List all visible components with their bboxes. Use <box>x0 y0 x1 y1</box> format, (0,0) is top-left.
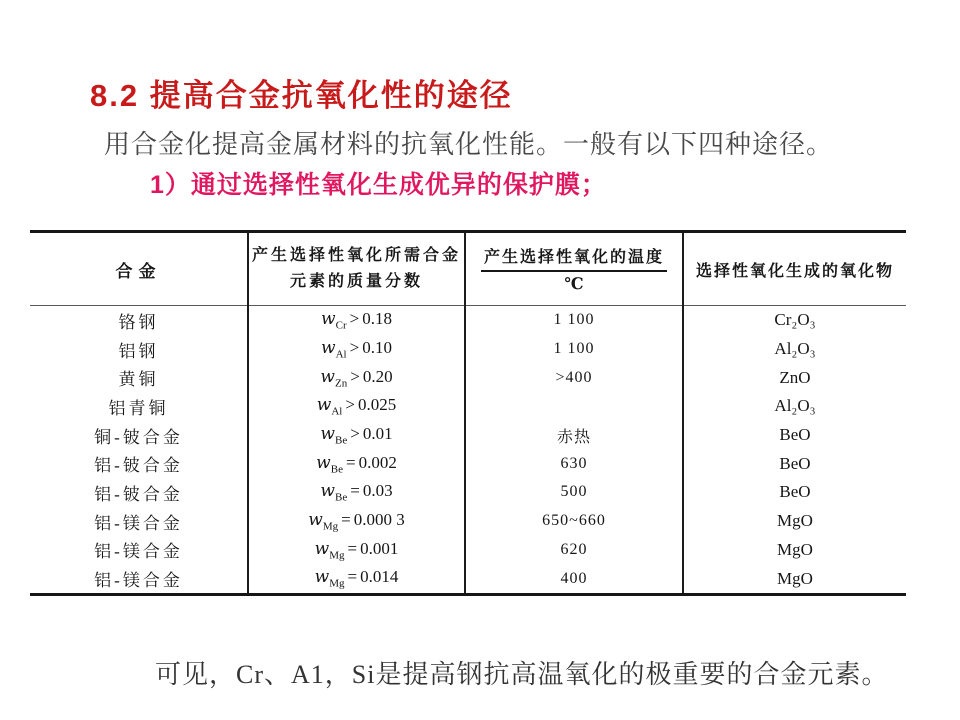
w-subscript: Be <box>334 491 348 504</box>
w-subscript: Mg <box>322 520 339 533</box>
mass-fraction-cell <box>248 363 465 392</box>
temperature-cell: 1 100 <box>465 335 683 364</box>
fraction-value: 0.025 <box>357 395 397 415</box>
fraction-value: 0.014 <box>360 567 399 587</box>
table-row <box>30 536 906 565</box>
relation-operator: > <box>349 337 360 357</box>
temperature-fraction-denominator: ℃ <box>564 276 584 293</box>
alloy-name-cell: 铝钢 <box>30 335 248 364</box>
relation-operator: = <box>341 509 351 529</box>
w-subscript: Mg <box>329 549 345 562</box>
alloy-name-cell: 铝-铍合金 <box>30 478 248 507</box>
oxide-cell: BeO <box>779 453 811 473</box>
w-symbol: w <box>320 366 335 387</box>
alloy-name-cell: 铝-铍合金 <box>30 449 248 478</box>
relation-operator: > <box>350 423 360 443</box>
table-body <box>30 306 906 595</box>
alloy-name-cell: 黄铜 <box>30 363 248 392</box>
slide-title: 8.2 提高合金抗氧化性的途径 <box>90 78 513 113</box>
oxide-cell: BeO <box>779 425 811 445</box>
oxide-cell: MgO <box>777 539 813 559</box>
alloy-name-cell: 铝青铜 <box>30 392 248 421</box>
mass-fraction-cell <box>248 564 465 594</box>
table-row <box>30 335 906 364</box>
fraction-value: 0.001 <box>360 538 399 558</box>
w-subscript: Zn <box>334 376 348 389</box>
table-row <box>30 363 906 392</box>
header-alloy: 合金 <box>30 232 248 306</box>
mass-fraction-cell <box>248 306 465 335</box>
w-symbol: w <box>316 452 331 473</box>
intro-text: 用合金化提高金属材料的抗氧化性能。一般有以下四种途径。 <box>104 130 834 159</box>
mass-fraction-cell <box>248 392 465 421</box>
temperature-fraction <box>481 244 667 294</box>
table-row <box>30 564 906 594</box>
relation-operator: = <box>350 481 360 501</box>
point-1-text: 1）通过选择性氧化生成优异的保护膜； <box>150 171 607 199</box>
oxide-cell: MgO <box>777 511 813 531</box>
alloy-name-cell: 铝-镁合金 <box>30 564 248 594</box>
alloy-name-cell: 铜-铍合金 <box>30 421 248 450</box>
mass-fraction-cell <box>248 421 465 450</box>
alloy-name-cell: 铝-镁合金 <box>30 507 248 536</box>
header-oxide: 选择性氧化生成的氧化物 <box>683 232 906 306</box>
fraction-value: 0.10 <box>362 337 392 357</box>
temperature-cell: 400 <box>465 564 683 594</box>
oxide-cell: Al₂O₃ <box>774 339 816 359</box>
table <box>30 230 906 596</box>
temperature-cell: 赤热 <box>465 421 683 450</box>
temperature-cell: >400 <box>465 363 683 392</box>
w-subscript: Be <box>330 462 343 475</box>
fraction-value: 0.002 <box>358 452 397 472</box>
mass-fraction-cell <box>248 335 465 364</box>
w-symbol: w <box>314 538 330 559</box>
table-row <box>30 507 906 536</box>
w-symbol: w <box>321 309 336 330</box>
w-subscript: Al <box>335 348 347 361</box>
table-row <box>30 421 906 450</box>
w-symbol: w <box>320 481 335 502</box>
w-subscript: Be <box>334 434 348 447</box>
fraction-value: 0.20 <box>362 366 393 386</box>
relation-operator: = <box>347 538 358 558</box>
oxide-cell: Cr₂O₃ <box>774 310 816 330</box>
table-row <box>30 306 906 335</box>
header-mass-fraction <box>248 232 465 306</box>
alloy-oxidation-table <box>30 230 906 596</box>
oxide-cell: BeO <box>779 482 811 502</box>
table-header-row <box>30 232 906 306</box>
w-symbol: w <box>314 567 330 588</box>
header-mass-fraction-line1: 产生选择性氧化所需合金 <box>251 247 461 264</box>
w-symbol: w <box>321 337 336 358</box>
temperature-cell: 1 100 <box>465 306 683 335</box>
fraction-value: 0.01 <box>362 423 393 443</box>
fraction-value: 0.000 3 <box>353 509 405 529</box>
w-subscript: Mg <box>329 577 345 590</box>
w-subscript: Al <box>331 405 343 418</box>
alloy-name-cell: 铬钢 <box>30 306 248 335</box>
w-subscript: Cr <box>335 319 347 332</box>
mass-fraction-cell <box>248 536 465 565</box>
w-symbol: w <box>316 395 332 416</box>
temperature-cell <box>465 392 683 421</box>
temperature-cell: 500 <box>465 478 683 507</box>
mass-fraction-cell <box>248 449 465 478</box>
relation-operator: > <box>349 309 360 329</box>
oxide-cell: Al₂O₃ <box>774 396 816 416</box>
temperature-cell: 650~660 <box>465 507 683 536</box>
header-mass-fraction-line2: 元素的质量分数 <box>289 273 423 290</box>
header-temperature <box>465 232 683 306</box>
relation-operator: = <box>345 452 356 472</box>
relation-operator: = <box>347 567 358 587</box>
table-row <box>30 478 906 507</box>
temperature-fraction-numerator: 产生选择性氧化的温度 <box>481 244 667 272</box>
fraction-value: 0.18 <box>362 309 392 329</box>
alloy-name-cell: 铝-镁合金 <box>30 536 248 565</box>
fraction-value: 0.03 <box>362 481 393 501</box>
oxide-cell: MgO <box>777 568 813 588</box>
w-symbol: w <box>320 423 335 444</box>
relation-operator: > <box>345 395 355 415</box>
w-symbol: w <box>308 509 323 530</box>
mass-fraction-cell <box>248 478 465 507</box>
mass-fraction-cell <box>248 507 465 536</box>
temperature-cell: 620 <box>465 536 683 565</box>
oxide-cell: ZnO <box>779 367 811 387</box>
table-row <box>30 392 906 421</box>
table-row <box>30 449 906 478</box>
relation-operator: > <box>350 366 360 386</box>
conclusion-text: 可见，Cr、A1，Si是提高钢抗高温氧化的极重要的合金元素。 <box>155 660 889 689</box>
temperature-cell: 630 <box>465 449 683 478</box>
